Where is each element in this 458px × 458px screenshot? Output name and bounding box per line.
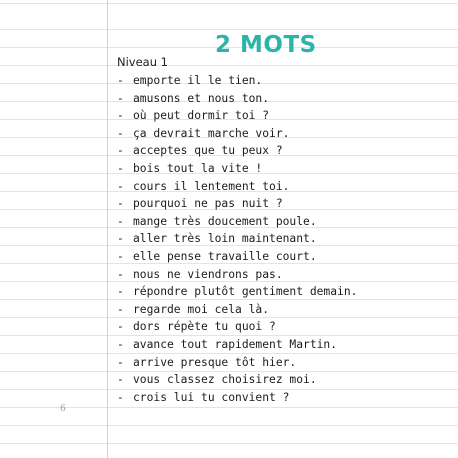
list-bullet: - — [117, 267, 124, 281]
list-bullet: - — [117, 390, 124, 404]
list-item-text: arrive presque tôt hier. — [133, 355, 297, 369]
list-item — [117, 125, 357, 143]
list-bullet: - — [117, 214, 124, 228]
list-item — [117, 266, 357, 284]
list-item — [117, 195, 357, 213]
list-bullet: - — [117, 197, 124, 211]
list-item — [117, 283, 357, 301]
list-item — [117, 142, 357, 160]
list-item-text: ça devrait marche voir. — [133, 126, 290, 140]
list-bullet: - — [117, 373, 124, 387]
list-item-text: pourquoi ne pas nuit ? — [133, 197, 283, 211]
list-item-text: où peut dormir toi ? — [133, 109, 270, 123]
list-item-text: emporte il le tien. — [133, 74, 263, 87]
list-bullet: - — [117, 91, 124, 105]
list-bullet: - — [117, 320, 124, 334]
list-item — [117, 389, 357, 407]
level-heading: Niveau 1 — [117, 55, 168, 69]
list-item-text: crois lui tu convient ? — [133, 390, 290, 404]
list-item — [117, 230, 357, 248]
list-item — [117, 354, 357, 372]
list-bullet: - — [117, 337, 124, 351]
list-item — [117, 371, 357, 389]
list-item-text: vous classez choisirez moi. — [133, 373, 317, 387]
list-item-text: amusons et nous ton. — [133, 91, 270, 105]
list-item-text: elle pense travaille court. — [133, 249, 317, 263]
list-bullet: - — [117, 144, 124, 158]
list-bullet: - — [117, 161, 124, 175]
list-bullet: - — [117, 126, 124, 140]
list-bullet: - — [117, 179, 124, 193]
list-item — [117, 160, 357, 178]
list-item-text: cours il lentement toi. — [133, 179, 290, 193]
list-bullet: - — [117, 74, 124, 87]
page-title: 2 MOTS — [215, 32, 317, 58]
list-item — [117, 72, 357, 90]
list-item — [117, 248, 357, 266]
list-bullet: - — [117, 232, 124, 246]
list-item-text: acceptes que tu peux ? — [133, 144, 283, 158]
list-item-text: répondre plutôt gentiment demain. — [133, 285, 358, 299]
page-number: 6 — [60, 404, 66, 414]
list-item — [117, 336, 357, 354]
list-item-text: bois tout la vite ! — [133, 161, 263, 175]
sentence-list — [117, 72, 357, 406]
list-item-text: mange très doucement poule. — [133, 214, 317, 228]
list-item-text: aller très loin maintenant. — [133, 232, 317, 246]
list-bullet: - — [117, 249, 124, 263]
list-item — [117, 178, 357, 196]
list-item — [117, 213, 357, 231]
list-bullet: - — [117, 285, 124, 299]
list-item — [117, 318, 357, 336]
list-bullet: - — [117, 302, 124, 316]
list-item-text: dors répète tu quoi ? — [133, 320, 276, 334]
list-item — [117, 90, 357, 108]
list-bullet: - — [117, 355, 124, 369]
list-item — [117, 107, 357, 125]
list-item-text: nous ne viendrons pas. — [133, 267, 283, 281]
list-bullet: - — [117, 109, 124, 123]
list-item-text: regarde moi cela là. — [133, 302, 270, 316]
margin-line — [107, 0, 108, 458]
list-item-text: avance tout rapidement Martin. — [133, 337, 338, 351]
list-item — [117, 301, 357, 319]
